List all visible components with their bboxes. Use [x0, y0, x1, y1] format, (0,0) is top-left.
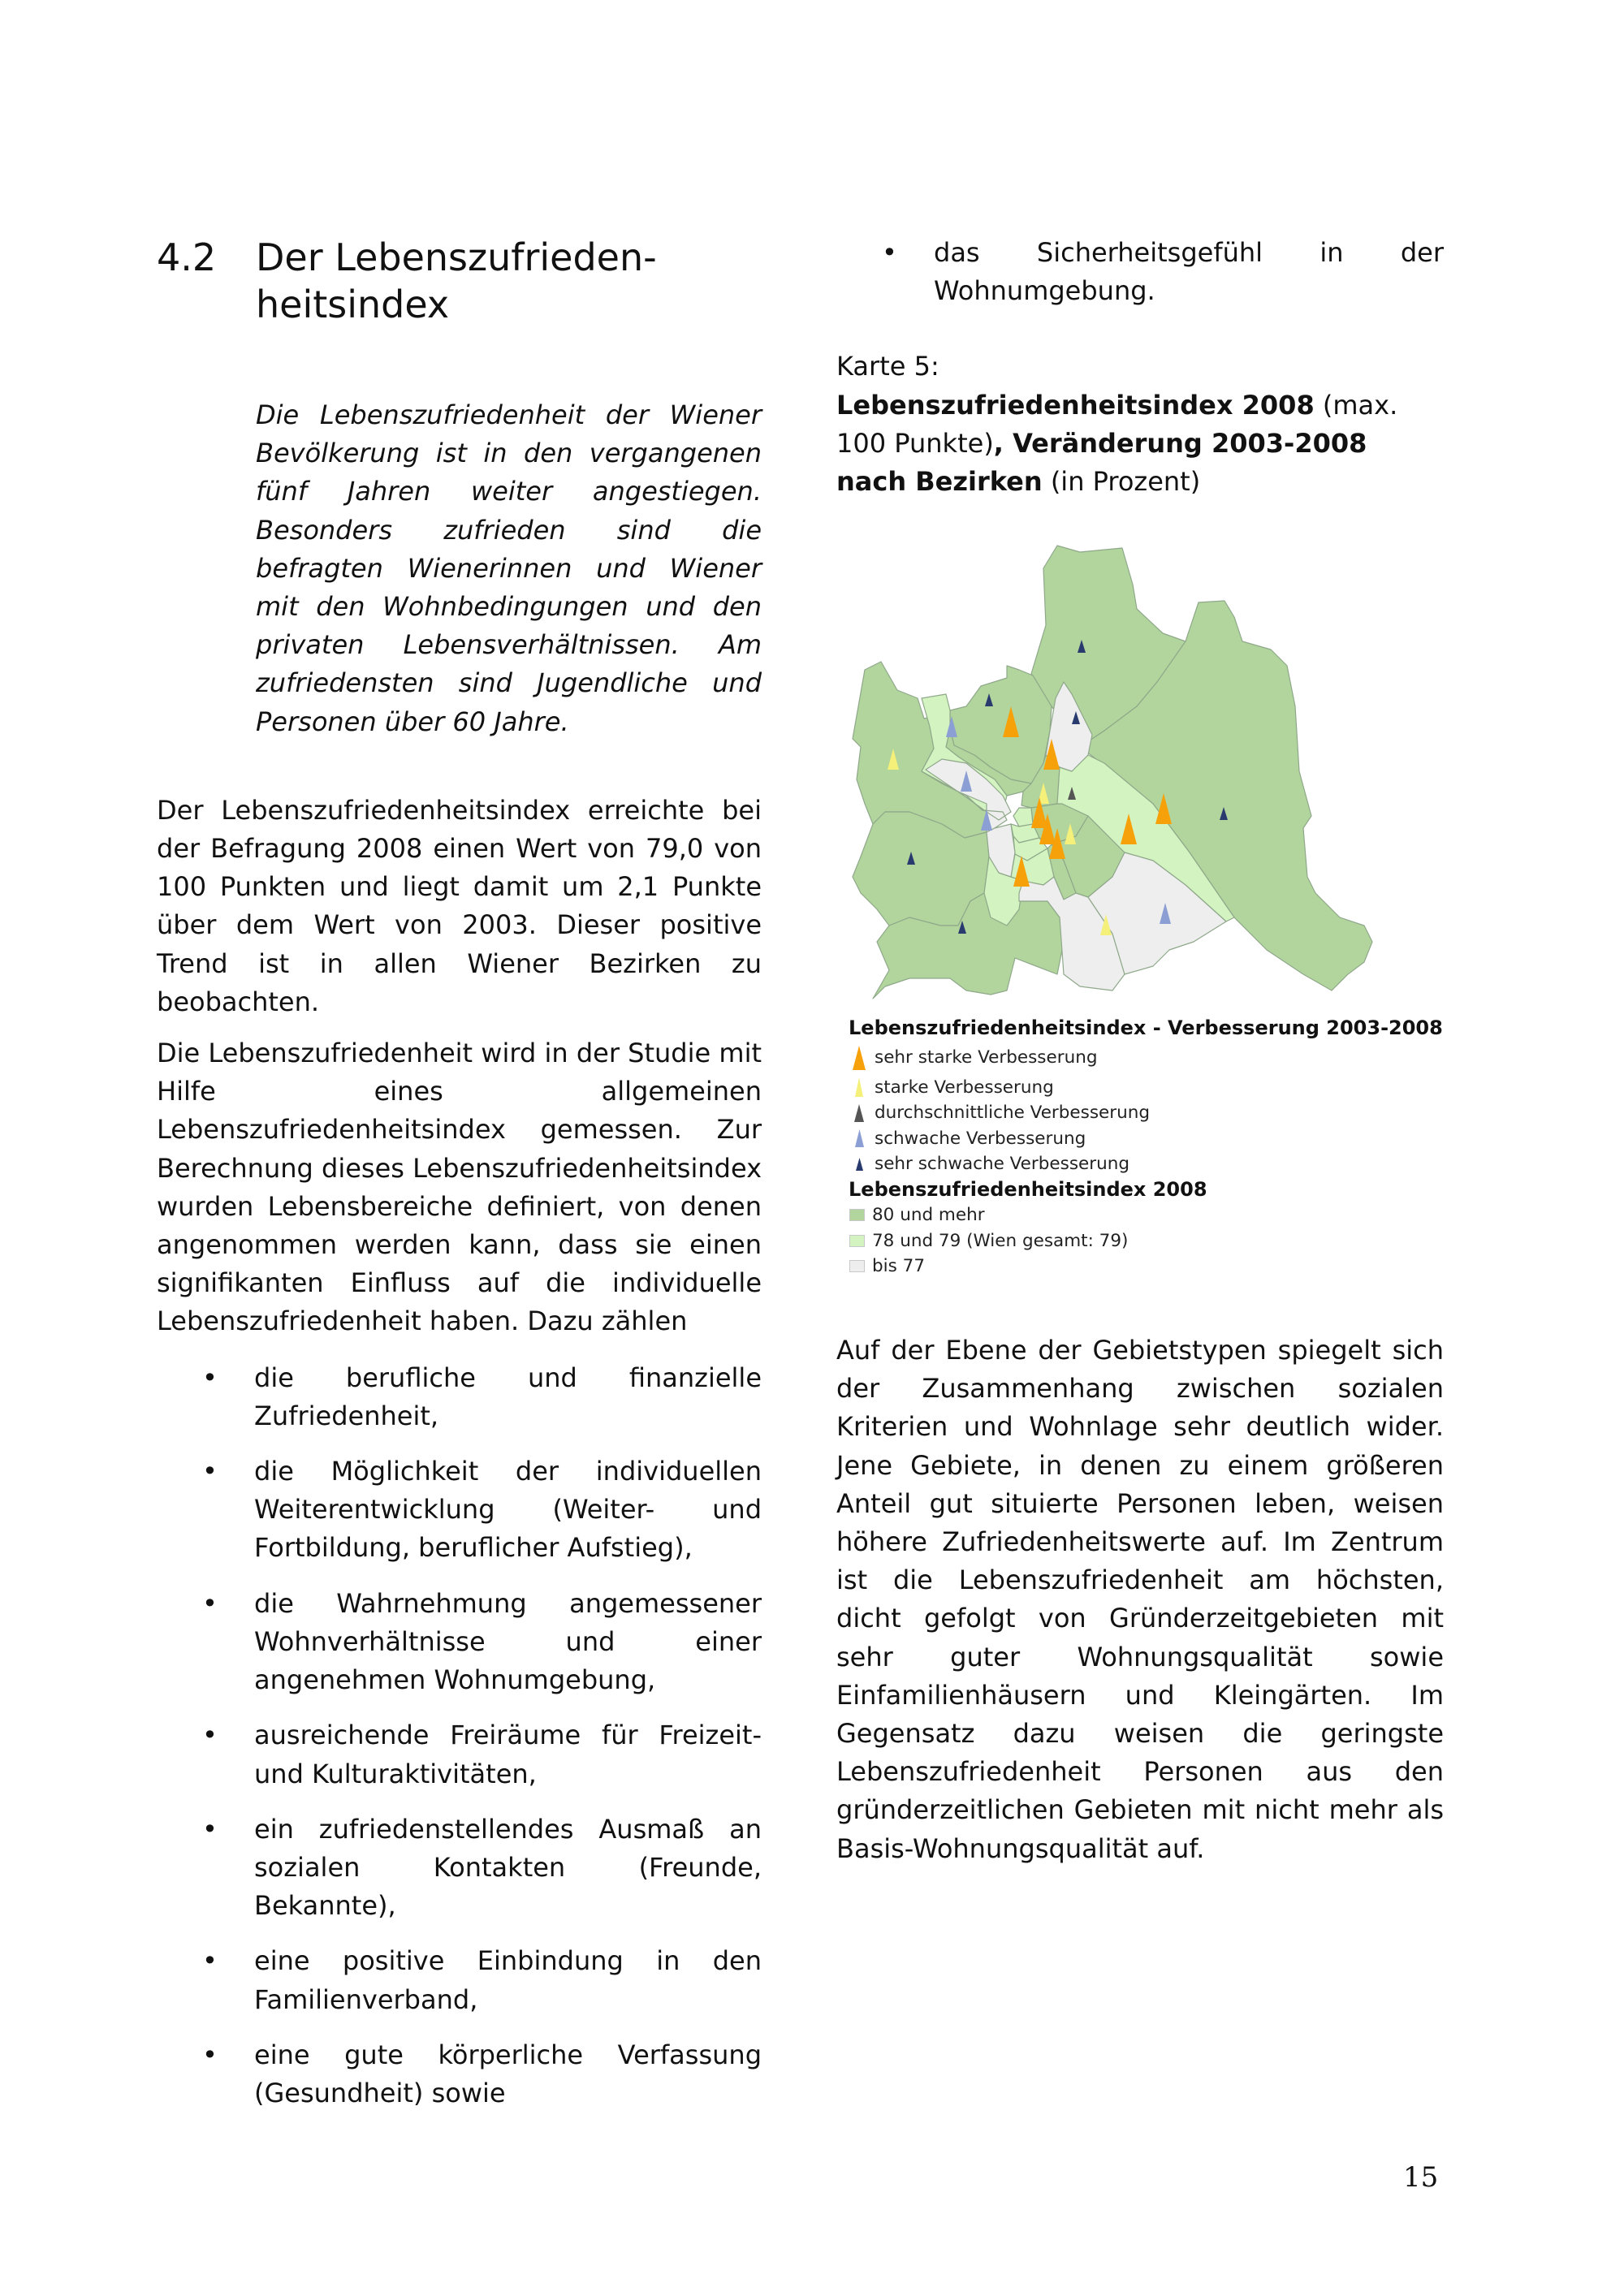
bullet-icon: • — [882, 237, 897, 268]
list-item-text: die berufliche und finanzielle Zufriedenheit, — [254, 1362, 762, 1431]
district-josefstadt — [1013, 808, 1033, 826]
caption-normal-2: (in Prozent) — [1042, 466, 1201, 498]
triangle-icon — [849, 1129, 870, 1147]
legend-item-change — [849, 1126, 1449, 1152]
section-heading — [157, 234, 762, 328]
left-column — [157, 234, 762, 2130]
map-legend — [849, 1015, 1449, 1280]
paragraph-2: Die Lebenszufriedenheit wird in der Studie mit Hilfe eines allgemeinen Lebenszufriedenheitsindex gemessen. Zur Berechnung dieses Lebenszufriedenheitsindex wurden Lebensbereiche definiert, von denen angenommen werden kann, dass sie einen signifikanten Einfluss auf die individuelle Lebenszufriedenheit haben. Dazu zählen — [157, 1038, 762, 1337]
bullet-icon: • — [202, 2039, 218, 2070]
bullet-icon: • — [202, 1813, 218, 1845]
vienna-district-map — [844, 536, 1445, 1007]
criteria-list — [157, 1359, 762, 2113]
legend-item-change — [849, 1041, 1449, 1075]
caption-bold-2: , Veränderung 2003-2008 nach Bezirken — [836, 427, 1367, 498]
legend-item-change — [849, 1075, 1449, 1101]
paragraph-gebietstypen: Auf der Ebene der Gebietstypen spiegelt sich der Zusammenhang zwischen sozialen Kriterien und Wohnlage sehr deutlich wider. Jene Gebiete, in denen zu einem größeren Anteil gut situierte Personen leben, weisen höhere Zufriedenheitswerte auf. Im Zentrum ist die Lebenszufriedenheit am höchsten, dicht gefolgt von Gründerzeitgebieten mit sehr guter Wohnungsqualität sowie Einfamilienhäusern und Kleingärten. Im Gegensatz dazu weisen die geringste Lebenszufriedenheit Personen aus den gründerzeitlichen Gebieten mit nicht mehr als Basis-Wohnungsqualität auf. — [836, 1335, 1444, 1864]
legend-item-index — [849, 1228, 1449, 1254]
legend-item-index — [849, 1254, 1449, 1280]
right-column — [836, 234, 1444, 501]
page-number: 15 — [1403, 2161, 1439, 2194]
paragraph-1: Der Lebenszufriedenheitsindex erreichte bei der Befragung 2008 einen Wert von 79,0 von 100 Punkten und liegt damit um 2,1 Punkte über dem Wert von 2003. Dieser positive Trend ist in allen Wiener Bezirken zu beobachten. — [157, 794, 762, 1017]
list-item — [157, 1810, 762, 1926]
caption-bold-1: Lebenszufriedenheitsindex 2008 — [836, 389, 1315, 421]
triangle-icon — [849, 1077, 870, 1097]
caption-normal-1: (max. 100 Punkte) — [836, 389, 1398, 459]
list-item-text: die Wahrnehmung angemessener Wohnverhältnisse und einer angenehmen Wohnumgebung, — [254, 1587, 762, 1696]
list-item — [157, 1452, 762, 1568]
caption-label: Karte 5: — [836, 351, 939, 382]
list-item — [157, 2036, 762, 2113]
legend-label: 78 und 79 (Wien gesamt: 79) — [872, 1230, 1129, 1251]
legend-item-change — [849, 1100, 1449, 1126]
legend-label: durchschnittliche Verbesserung — [875, 1103, 1151, 1124]
list-item — [157, 1359, 762, 1435]
list-item-text: eine positive Einbindung in den Familienverband, — [254, 1945, 762, 2015]
bullet-icon: • — [202, 1720, 218, 1751]
legend-label: schwache Verbesserung — [875, 1128, 1086, 1149]
section-title — [256, 234, 657, 328]
legend-title-change: Lebenszufriedenheitsindex - Verbesserung 2003-2008 — [849, 1016, 1443, 1039]
list-item — [157, 1716, 762, 1793]
bullet-icon: • — [202, 1362, 218, 1393]
list-item-text: ausreichende Freiräume für Freizeit- und Kulturaktivitäten, — [254, 1720, 762, 1789]
list-item — [157, 1942, 762, 2018]
color-swatch — [849, 1260, 865, 1272]
triangle-icon — [849, 1104, 870, 1122]
section-title-line2: heitsindex — [256, 283, 450, 326]
criteria-list-continued — [836, 234, 1444, 310]
list-item-text: ein zufriedenstellendes Ausmaß an sozialen Kontakten (Freunde, Bekannte), — [254, 1813, 762, 1922]
legend-label: sehr schwache Verbesserung — [875, 1154, 1129, 1175]
bullet-icon: • — [202, 1945, 218, 1977]
list-item-text: eine gute körperliche Verfassung (Gesundheit) sowie — [254, 2039, 762, 2108]
legend-label: sehr starke Verbesserung — [875, 1047, 1098, 1068]
list-item — [836, 234, 1444, 310]
legend-title-index: Lebenszufriedenheitsindex 2008 — [849, 1178, 1207, 1202]
list-item-text: das Sicherheitsgefühl in der Wohnumgebung. — [934, 237, 1444, 307]
legend-label: bis 77 — [872, 1256, 926, 1277]
bullet-icon: • — [202, 1456, 218, 1487]
list-item — [157, 1585, 762, 1700]
legend-label: starke Verbesserung — [875, 1077, 1054, 1098]
legend-item-index — [849, 1202, 1449, 1228]
legend-label: 80 und mehr — [872, 1205, 985, 1226]
color-swatch — [849, 1235, 865, 1247]
bullet-icon: • — [202, 1587, 218, 1619]
section-number: 4.2 — [157, 235, 217, 279]
triangle-icon — [849, 1046, 870, 1070]
map-svg — [844, 536, 1445, 1007]
abstract-text: Die Lebenszufriedenheit der Wiener Bevölkerung ist in den vergangenen fünf Jahren weiter angestiegen. Besonders zufrieden sind die befragten Wienerinnen und Wiener mit den Wohnbedingungen und den privaten Lebensverhältnissen. Am zufriedensten sind Jugendliche und Personen über 60 Jahre. — [256, 399, 762, 737]
triangle-icon — [849, 1158, 870, 1171]
caption-title — [836, 386, 1444, 502]
section-title-line1: Der Lebenszufrieden- — [256, 235, 657, 279]
legend-item-change — [849, 1151, 1449, 1177]
list-item-text: die Möglichkeit der individuellen Weiterentwicklung (Weiter- und Fortbildung, beruflicher Aufstieg), — [254, 1456, 762, 1564]
color-swatch — [849, 1209, 865, 1221]
map-caption — [836, 347, 1444, 501]
